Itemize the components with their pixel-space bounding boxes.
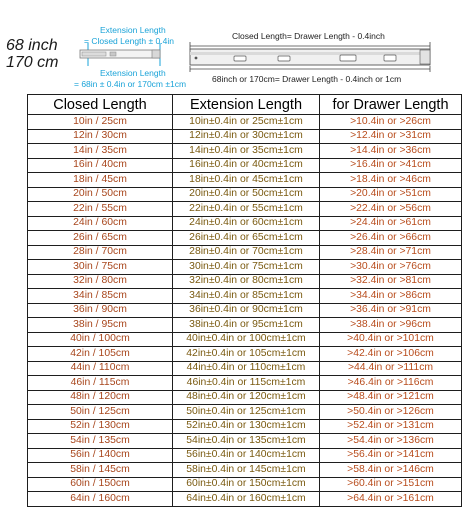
extension-length-cell: 34in±0.4in or 85cm±1cm: [173, 289, 320, 304]
table-row: [28, 332, 462, 347]
extension-length-cell: 18in±0.4in or 45cm±1cm: [173, 173, 320, 188]
extension-length-cell: 56in±0.4in or 140cm±1cm: [173, 448, 320, 463]
closed-length-cell: 16in / 40cm: [28, 158, 173, 173]
column-header-closed-length: Closed Length: [28, 95, 173, 115]
extension-length-cell: 60in±0.4in or 150cm±1cm: [173, 477, 320, 492]
table-row: [28, 448, 462, 463]
drawer-length-cell: >34.4in or >86cm: [320, 289, 462, 304]
closed-length-cell: 56in / 140cm: [28, 448, 173, 463]
closed-length-cell: 12in / 30cm: [28, 129, 173, 144]
size-inch: 68 inch: [6, 37, 58, 54]
extension-length-cell: 52in±0.4in or 130cm±1cm: [173, 419, 320, 434]
drawer-length-cell: >60.4in or >151cm: [320, 477, 462, 492]
table-row: [28, 361, 462, 376]
table-row: [28, 376, 462, 391]
closed-length-cell: 18in / 45cm: [28, 173, 173, 188]
drawer-length-cell: >50.4in or >126cm: [320, 405, 462, 420]
drawer-length-cell: >64.4in or >161cm: [320, 492, 462, 507]
drawer-length-cell: >22.4in or >56cm: [320, 202, 462, 217]
closed-length-cell: 60in / 150cm: [28, 477, 173, 492]
extension-length-cell: 26in±0.4in or 65cm±1cm: [173, 231, 320, 246]
drawer-length-cell: >10.4in or >26cm: [320, 115, 462, 130]
extension-length-cell: 40in±0.4in or 100cm±1cm: [173, 332, 320, 347]
extension-length-cell: 14in±0.4in or 35cm±1cm: [173, 144, 320, 159]
table-row: [28, 231, 462, 246]
extension-length-cell: 32in±0.4in or 80cm±1cm: [173, 274, 320, 289]
size-cm: 170 cm: [6, 54, 59, 71]
closed-length-cell: 14in / 35cm: [28, 144, 173, 159]
table-row: [28, 158, 462, 173]
closed-length-cell: 48in / 120cm: [28, 390, 173, 405]
extension-label-top: Extension Length: [100, 25, 166, 35]
extension-length-cell: 38in±0.4in or 95cm±1cm: [173, 318, 320, 333]
drawer-length-cell: >38.4in or >96cm: [320, 318, 462, 333]
drawer-length-cell: >30.4in or >76cm: [320, 260, 462, 275]
extension-length-cell: 64in±0.4in or 160cm±1cm: [173, 492, 320, 507]
size-label: [6, 38, 58, 72]
closed-length-cell: 34in / 85cm: [28, 289, 173, 304]
table-row: [28, 419, 462, 434]
extension-formula-top: = Closed Length ± 0.4in: [84, 36, 174, 46]
closed-length-cell: 64in / 160cm: [28, 492, 173, 507]
closed-length-cell: 26in / 65cm: [28, 231, 173, 246]
closed-length-cell: 42in / 105cm: [28, 347, 173, 362]
extension-length-cell: 58in±0.4in or 145cm±1cm: [173, 463, 320, 478]
drawer-length-cell: >32.4in or >81cm: [320, 274, 462, 289]
table-row: [28, 289, 462, 304]
extension-length-cell: 28in±0.4in or 70cm±1cm: [173, 245, 320, 260]
drawer-length-cell: >16.4in or >41cm: [320, 158, 462, 173]
table-header-row: [28, 95, 462, 115]
closed-length-cell: 24in / 60cm: [28, 216, 173, 231]
table-row: [28, 390, 462, 405]
column-header-extension-length: Extension Length: [173, 95, 320, 115]
drawer-length-cell: >56.4in or >141cm: [320, 448, 462, 463]
drawer-length-cell: >48.4in or >121cm: [320, 390, 462, 405]
extension-length-cell: 46in±0.4in or 115cm±1cm: [173, 376, 320, 391]
table-row: [28, 129, 462, 144]
table-row: [28, 303, 462, 318]
drawer-length-cell: >14.4in or >36cm: [320, 144, 462, 159]
table-row: [28, 274, 462, 289]
extension-length-cell: 42in±0.4in or 105cm±1cm: [173, 347, 320, 362]
closed-length-cell: 38in / 95cm: [28, 318, 173, 333]
closed-length-formula: Closed Length= Drawer Length - 0.4inch: [232, 31, 385, 41]
table-row: [28, 434, 462, 449]
table-row: [28, 463, 462, 478]
closed-length-cell: 40in / 100cm: [28, 332, 173, 347]
main-rail-icon: [190, 49, 430, 65]
drawer-length-cell: >24.4in or >61cm: [320, 216, 462, 231]
table-row: [28, 477, 462, 492]
table-row: [28, 492, 462, 507]
table-body: [28, 115, 462, 507]
drawer-length-cell: >46.4in or >116cm: [320, 376, 462, 391]
drawer-length-cell: >26.4in or >66cm: [320, 231, 462, 246]
closed-length-cell: 44in / 110cm: [28, 361, 173, 376]
closed-length-cell: 32in / 80cm: [28, 274, 173, 289]
size-table: [27, 94, 462, 507]
drawer-length-cell: >28.4in or >71cm: [320, 245, 462, 260]
drawer-length-cell: >18.4in or >46cm: [320, 173, 462, 188]
size-table-container: [27, 94, 462, 504]
closed-length-cell: 30in / 75cm: [28, 260, 173, 275]
table-row: [28, 405, 462, 420]
drawer-length-formula: 68inch or 170cm= Drawer Length - 0.4inch or 1cm: [212, 74, 402, 84]
drawer-length-cell: >36.4in or >91cm: [320, 303, 462, 318]
table-row: [28, 187, 462, 202]
drawer-length-cell: >44.4in or >111cm: [320, 361, 462, 376]
table-row: [28, 115, 462, 130]
extension-length-cell: 54in±0.4in or 135cm±1cm: [173, 434, 320, 449]
table-row: [28, 318, 462, 333]
drawer-length-cell: >54.4in or >136cm: [320, 434, 462, 449]
table-row: [28, 347, 462, 362]
table-row: [28, 202, 462, 217]
table-row: [28, 260, 462, 275]
table-row: [28, 144, 462, 159]
extension-formula-bottom: = 68in ± 0.4in or 170cm ±1cm: [74, 79, 187, 89]
extension-length-cell: 24in±0.4in or 60cm±1cm: [173, 216, 320, 231]
extension-length-cell: 50in±0.4in or 125cm±1cm: [173, 405, 320, 420]
extension-label-bottom: Extension Length: [100, 68, 166, 78]
drawer-length-cell: >12.4in or >31cm: [320, 129, 462, 144]
extension-length-cell: 10in±0.4in or 25cm±1cm: [173, 115, 320, 130]
drawer-length-cell: >20.4in or >51cm: [320, 187, 462, 202]
drawer-length-cell: >40.4in or >101cm: [320, 332, 462, 347]
extended-rail-icon: [80, 43, 160, 66]
extension-length-cell: 16in±0.4in or 40cm±1cm: [173, 158, 320, 173]
table-row: [28, 216, 462, 231]
extension-length-cell: 30in±0.4in or 75cm±1cm: [173, 260, 320, 275]
closed-length-cell: 22in / 55cm: [28, 202, 173, 217]
diagram-header: [0, 0, 471, 94]
extension-length-cell: 48in±0.4in or 120cm±1cm: [173, 390, 320, 405]
closed-length-cell: 28in / 70cm: [28, 245, 173, 260]
closed-length-cell: 10in / 25cm: [28, 115, 173, 130]
drawer-length-dimension: [190, 66, 430, 72]
closed-length-cell: 50in / 125cm: [28, 405, 173, 420]
closed-length-cell: 52in / 130cm: [28, 419, 173, 434]
drawer-length-cell: >58.4in or >146cm: [320, 463, 462, 478]
extension-length-cell: 12in±0.4in or 30cm±1cm: [173, 129, 320, 144]
extension-length-cell: 22in±0.4in or 55cm±1cm: [173, 202, 320, 217]
closed-length-cell: 54in / 135cm: [28, 434, 173, 449]
closed-length-cell: 36in / 90cm: [28, 303, 173, 318]
closed-length-cell: 58in / 145cm: [28, 463, 173, 478]
closed-length-cell: 46in / 115cm: [28, 376, 173, 391]
closed-length-cell: 20in / 50cm: [28, 187, 173, 202]
drawer-length-cell: >52.4in or >131cm: [320, 419, 462, 434]
extension-length-cell: 44in±0.4in or 110cm±1cm: [173, 361, 320, 376]
extension-length-cell: 36in±0.4in or 90cm±1cm: [173, 303, 320, 318]
drawer-length-cell: >42.4in or >106cm: [320, 347, 462, 362]
column-header-drawer-length: for Drawer Length: [320, 95, 462, 115]
extension-length-cell: 20in±0.4in or 50cm±1cm: [173, 187, 320, 202]
table-row: [28, 245, 462, 260]
table-row: [28, 173, 462, 188]
